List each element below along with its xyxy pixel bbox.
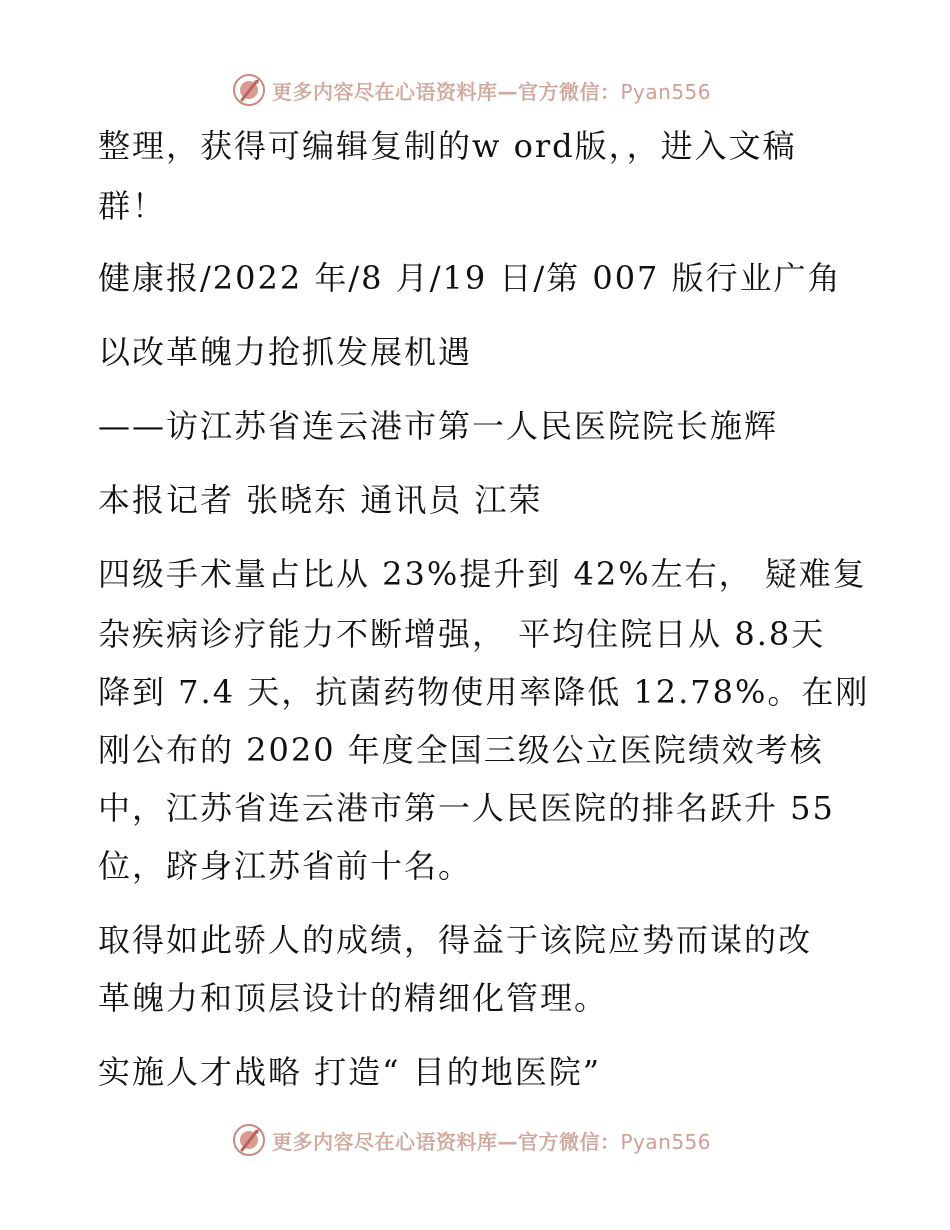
text-line: 群！: [98, 187, 167, 225]
text-line: 以改革魄力抢抓发展机遇: [98, 333, 473, 371]
text-line: 本报记者 张晓东 通讯员 江荣: [98, 481, 543, 519]
text-line: 中，江苏省连云港市第一人民医院的排名跃升 55: [98, 789, 835, 827]
header-watermark: [232, 70, 711, 110]
text-line: 整理，获得可编辑复制的w ord版，，进入文稿: [98, 127, 797, 165]
text-line: ——访江苏省连云港市第一人民医院院长施辉: [98, 407, 779, 445]
text-line: 革魄力和顶层设计的精细化管理。: [98, 979, 609, 1017]
text-line: 刚公布的 2020 年度全国三级公立医院绩效考核: [98, 731, 824, 769]
wechat-handle: Pyan556: [620, 1129, 712, 1154]
watermark-text: 更多内容尽在心语资料库—官方微信：Pyan556: [272, 79, 712, 104]
logo-icon: [232, 1123, 266, 1157]
text-line: 杂疾病诊疗能力不断增强， 平均住院日从 8.8天: [98, 615, 826, 653]
logo-icon: [232, 73, 266, 107]
wechat-handle: Pyan556: [620, 79, 712, 104]
text-line: 实施人才战略 打造“ 目的地医院”: [98, 1053, 602, 1091]
text-line: 四级手术量占比从 23%提升到 42%左右， 疑难复: [98, 555, 867, 593]
text-line: 健康报/2022 年/8 月/19 日/第 007 版行业广角: [98, 259, 842, 297]
footer-watermark: [232, 1120, 711, 1160]
watermark-text: 更多内容尽在心语资料库—官方微信：Pyan556: [272, 1129, 712, 1154]
text-line: 降到 7.4 天，抗菌药物使用率降低 12.78%。在刚: [98, 673, 870, 711]
text-line: 位，跻身江苏省前十名。: [98, 847, 473, 885]
text-line: 取得如此骄人的成绩，得益于该院应势而谋的改: [98, 921, 813, 959]
